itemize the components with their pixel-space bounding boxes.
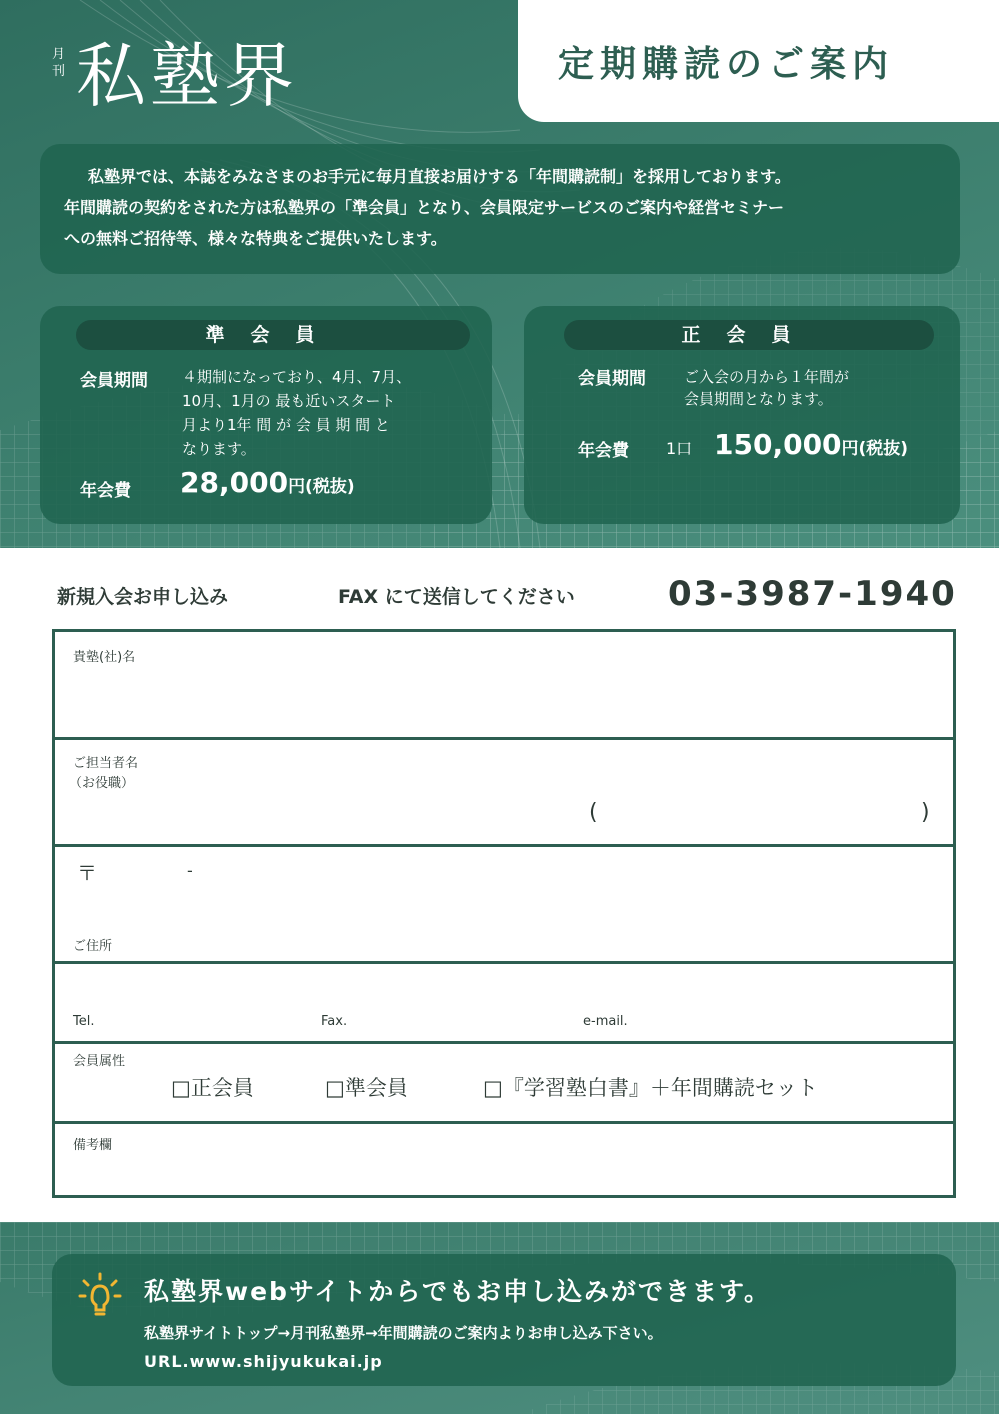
associate-period-line-1: ４期制になっており、4月、7月、 bbox=[182, 368, 412, 386]
full-period-line-2: 会員期間となります。 bbox=[684, 390, 833, 408]
web-info-band bbox=[0, 1222, 999, 1414]
full-fee-unit: 円(税抜) bbox=[841, 439, 909, 459]
associate-fee-label: 年会費 bbox=[80, 481, 131, 501]
logo-monthly: 月刊 bbox=[52, 47, 66, 79]
associate-fee-unit: 円(税抜) bbox=[288, 477, 355, 497]
intro-panel bbox=[40, 144, 960, 274]
application-form bbox=[52, 629, 956, 1198]
associate-period-line-4: なります。 bbox=[182, 440, 256, 458]
title-panel bbox=[518, 0, 999, 122]
tel-label: Tel. bbox=[73, 1014, 95, 1029]
associate-period-label: 会員期間 bbox=[80, 371, 148, 391]
form-header bbox=[0, 572, 999, 622]
contact-title-label: （お役職） bbox=[69, 776, 135, 791]
form-row-remarks[interactable] bbox=[55, 1124, 953, 1195]
form-row-member-type bbox=[55, 1044, 953, 1124]
intro-line-1: 私塾界では、本誌をみなさまのお手元に毎月直接お届けする「年間購読制」を採用しております。 bbox=[88, 167, 791, 186]
associate-period-line-2: 10月、1月の 最も近いスタート bbox=[182, 392, 396, 410]
full-period-label: 会員期間 bbox=[578, 369, 646, 389]
full-fee bbox=[714, 428, 908, 461]
form-row-contact[interactable] bbox=[55, 740, 953, 847]
web-url-link[interactable]: URL.www.shijyukukai.jp bbox=[144, 1352, 383, 1371]
email-label: e-mail. bbox=[583, 1014, 628, 1029]
paren-open: ( bbox=[589, 800, 598, 825]
full-fee-amount: 150,000 bbox=[714, 428, 842, 461]
lightbulb-icon bbox=[78, 1272, 122, 1320]
associate-fee bbox=[180, 466, 355, 499]
contact-name-label: ご担当者名 bbox=[73, 756, 139, 771]
school-name-label: 貴塾(社)名 bbox=[73, 650, 136, 665]
postal-dash: - bbox=[187, 861, 193, 880]
paren-close: ) bbox=[921, 800, 930, 825]
logo-title: 私塾界 bbox=[76, 35, 298, 117]
full-fee-label: 年会費 bbox=[578, 441, 629, 461]
option-associate-member-checkbox[interactable]: □準会員 bbox=[325, 1076, 408, 1100]
web-title: 私塾界webサイトからでもお申し込みができます。 bbox=[144, 1277, 771, 1306]
form-row-school-name[interactable] bbox=[55, 632, 953, 740]
full-heading: 正会員 bbox=[564, 320, 934, 350]
remarks-label: 備考欄 bbox=[73, 1138, 113, 1153]
web-path: 私塾界サイトトップ→月刊私塾界→年間購読のご案内よりお申し込み下さい。 bbox=[144, 1324, 663, 1342]
option-whitepaper-set-checkbox[interactable]: □『学習塾白書』＋年間購読セット bbox=[483, 1076, 818, 1100]
full-member-panel bbox=[524, 306, 960, 524]
address-label: ご住所 bbox=[73, 939, 113, 954]
full-fee-qty: 1口 bbox=[666, 439, 693, 458]
web-info-panel bbox=[52, 1254, 956, 1386]
intro-line-2: 年間購読の契約をされた方は私塾界の「準会員」となり、会員限定サービスのご案内や経営セミナー bbox=[64, 198, 785, 217]
form-row-address[interactable] bbox=[55, 847, 953, 964]
option-full-member-checkbox[interactable]: □正会員 bbox=[171, 1076, 254, 1100]
associate-period-line-3: 月より1年 間 が 会 員 期 間 と bbox=[182, 416, 390, 434]
associate-fee-amount: 28,000 bbox=[180, 466, 289, 499]
member-type-label: 会員属性 bbox=[73, 1054, 126, 1069]
fax-label: Fax. bbox=[321, 1014, 348, 1029]
page-title: 定期購読のご案内 bbox=[558, 44, 895, 85]
full-period-line-1: ご入会の月から１年間が bbox=[684, 368, 850, 386]
header-band bbox=[0, 0, 999, 548]
form-row-contact-numbers[interactable] bbox=[55, 964, 953, 1044]
fax-number: 03-3987-1940 bbox=[668, 574, 957, 614]
postal-mark: 〒 bbox=[77, 861, 97, 885]
associate-member-panel bbox=[40, 306, 492, 524]
application-heading: 新規入会お申し込み bbox=[57, 586, 229, 608]
associate-heading: 準会員 bbox=[76, 320, 470, 350]
intro-line-3: への無料ご招待等、様々な特典をご提供いたします。 bbox=[64, 229, 447, 248]
fax-instruction: FAX にて送信してください bbox=[338, 586, 575, 608]
